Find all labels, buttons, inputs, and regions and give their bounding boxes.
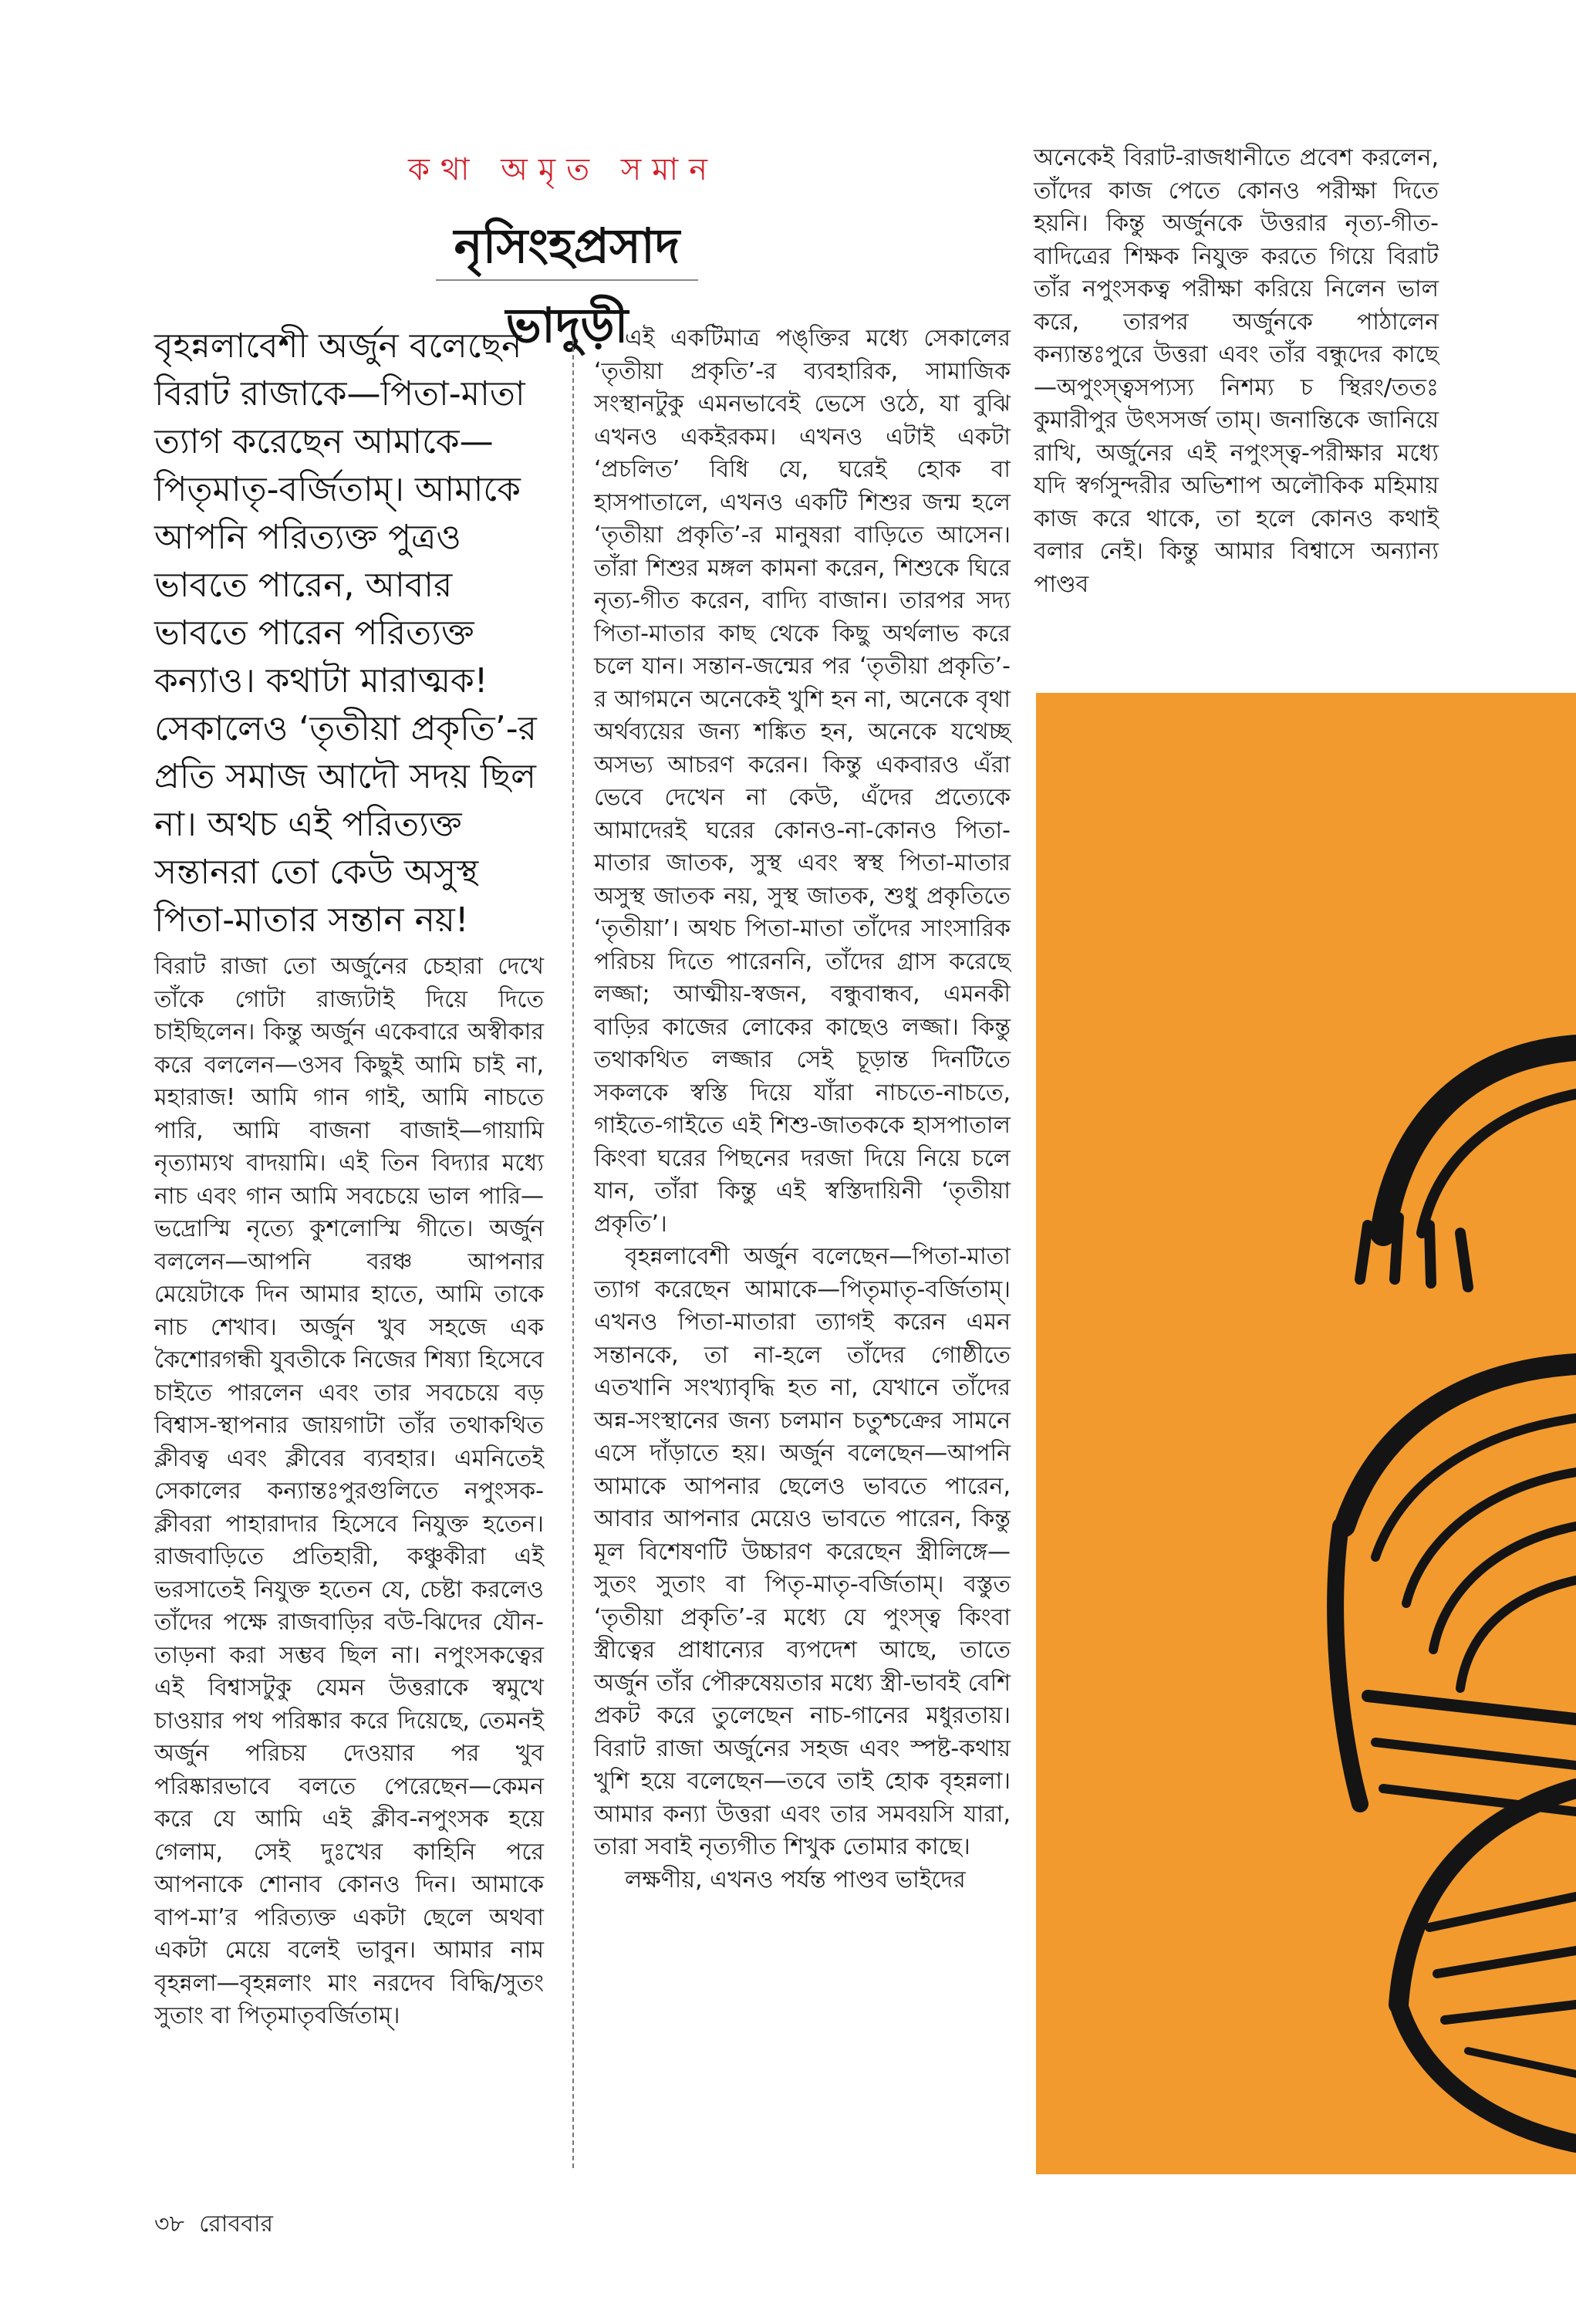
pull-quote: বৃহন্নলাবেশী অর্জুন বলেছেন বিরাট রাজাকে—পিতা-মাতা ত্যাগ করেছেন আমাকে—পিতৃমাতৃ-বর্জিতাম্। আমাকে আপনি পরিত্যক্ত পুত্রও ভাবতে পারেন, আবার ভাবতে পারেন পরিত্যক্ত কন্যাও। কথাটা মারাত্মক! সেকালেও ‘তৃতীয়া প্রকৃতি’-র প্রতি সমাজ আদৌ সদয় ছিল না। অথচ এই পরিত্যক্ত সন্তানরা তো কেউ অসুস্থ পিতা-মাতার সন্তান নয়! bbox=[154, 326, 537, 940]
paragraph: এই একটিমাত্র পঙ্‌ক্তির মধ্যে সেকালের ‘তৃতীয়া প্রকৃতি’-র ব্যবহারিক, সামাজিক সংস্থানটুকু এমনভাবেই ভেসে ওঠে, যা বুঝি এখনও একইরকম। এখনও এটাই একটা ‘প্রচলিত’ বিধি যে, ঘরেই হোক বা হাসপাতালে, এখনও একটি শিশুর জন্ম হলে ‘তৃতীয়া প্রকৃতি’-র মানুষরা বাড়িতে আসেন। তাঁরা শিশুর মঙ্গল কামনা করেন, শিশুকে ঘিরে নৃত্য-গীত করেন, বাদ্যি বাজান। তারপর সদ্য পিতা-মাতার কাছ থেকে কিছু অর্থলাভ করে চলে যান। সন্তান-জন্মের পর ‘তৃতীয়া প্রকৃতি’-র আগমনে অনেকেই খুশি হন না, অনেকে বৃথা অর্থব্যয়ের জন্য শঙ্কিত হন, অনেকে যথেচ্ছ অসভ্য আচরণ করেন। কিন্তু একবারও এঁরা ভেবে দেখেন না কেউ, এঁদের প্রত্যেকে আমাদেরই ঘরের কোনও-না-কোনও পিতা-মাতার জাতক, সুস্থ এবং স্বস্থ পিতা-মাতার অসুস্থ জাতক নয়, সুস্থ জাতক, শুধু প্রকৃতিতে ‘তৃতীয়া’। অথচ পিতা-মাতা তাঁদের সাংসারিক পরিচয় দিতে পারেননি, তাঁদের গ্রাস করেছে লজ্জা; আত্মীয়-স্বজন, বন্ধুবান্ধব, এমনকী বাড়ির কাজের লোকের কাছেও লজ্জা। কিন্তু তথাকথিত লজ্জার সেই চূড়ান্ত দিনটিতে সকলকে স্বস্তি দিয়ে যাঁরা নাচতে-নাচতে, গাইতে-গাইতে এই শিশু-জাতককে হাসপাতাল কিংবা ঘরের পিছনের দরজা দিয়ে নিয়ে চলে যান, তাঁরা কিন্তু এই স্বস্তিদায়িনী ‘তৃতীয়া প্রকৃতি’। bbox=[594, 325, 1011, 1238]
paragraph: বিরাট রাজা তো অর্জুনের চেহারা দেখে তাঁকে গোটা রাজ্যটাই দিয়ে দিতে চাইছিলেন। কিন্তু অর্জুন একেবারে অস্বীকার করে বললেন—ওসব কিছুই আমি চাই না, মহারাজ! আমি গান গাই, আমি নাচতে পারি, আমি বাজনা বাজাই—গায়ামি নৃত্যাম্যথ বাদয়ামি। এই তিন বিদ্যার মধ্যে নাচ এবং গান আমি সবচেয়ে ভাল পারি—ভদ্রোস্মি নৃত্যে কুশলোস্মি গীতে। অর্জুন বললেন—আপনি বরঞ্চ আপনার মেয়েটাকে দিন আমার হাতে, আমি তাকে নাচ শেখাব। অর্জুন খুব সহজে এক কৈশোরগন্ধী যুবতীকে নিজের শিষ্যা হিসেবে চাইতে পারলেন এবং তার সবচেয়ে বড় বিশ্বাস-স্থাপনার জায়গাটা তাঁর তথাকথিত ক্লীবত্ব এবং ক্লীবের ব্যবহার। এমনিতেই সেকালের কন্যান্তঃপুরগুলিতে নপুংসক-ক্লীবরা পাহারাদার হিসেবে নিযুক্ত হতেন। রাজবাড়িতে প্রতিহারী, কঞ্চুকীরা এই ভরসাতেই নিযুক্ত হতেন যে, চেষ্টা করলেও তাঁদের পক্ষে রাজবাড়ির বউ-ঝিদের যৌন-তাড়না করা সম্ভব ছিল না। নপুংসকত্বের এই বিশ্বাসটুকু যেমন উত্তরাকে স্বমুখে চাওয়ার পথ পরিষ্কার করে দিয়েছে, তেমনই অর্জুন পরিচয় দেওয়ার পর খুব পরিষ্কারভাবে বলতে পেরেছেন—কেমন করে যে আমি এই ক্লীব-নপুংসক হয়ে গেলাম, সেই দুঃখের কাহিনি পরে আপনাকে শোনাব কোনও দিন। আমাকে বাপ-মা’র পরিত্যক্ত একটা ছেলে অথবা একটা মেয়ে বলেই ভাবুন। আমার নাম বৃহন্নলা—বৃহন্নলাং মাং নরদেব বিদ্ধি/সুতং সুতাং বা পিতৃমাতৃবর্জিতাম্। bbox=[154, 953, 544, 2029]
column-3 bbox=[1034, 142, 1439, 601]
author-underline bbox=[436, 279, 698, 281]
paragraph: অনেকেই বিরাট-রাজধানীতে প্রবেশ করলেন, তাঁদের কাজ পেতে কোনও পরীক্ষা দিতে হয়নি। কিন্তু অর্জুনকে উত্তরার নৃত্য-গীত-বাদিত্রের শিক্ষক নিযুক্ত করতে গিয়ে বিরাট তাঁর নপুংসকত্ব পরীক্ষা করিয়ে নিলেন ভাল করে, তারপর অর্জুনকে পাঠালেন কন্যান্তঃপুরে উত্তরা এবং তাঁর বন্ধুদের কাছে—অপুংস্ত্বসপ্যস্য নিশম্য চ স্থিরং/ততঃ কুমারীপুর উৎসসর্জ তাম্। জনান্তিকে জানিয়ে রাখি, অর্জুনের এই নপুংস্ত্ব-পরীক্ষার মধ্যে যদি স্বর্গসুন্দরীর অভিশাপ অলৌকিক মহিমায় কাজ করে থাকে, তা হলে কোনও কথাই বলার নেই। কিন্তু আমার বিশ্বাসে অন্যান্য পাণ্ডব bbox=[1034, 144, 1439, 598]
author-name: নৃসিংহপ্রসাদ ভাদুড়ী bbox=[454, 218, 680, 353]
column-2 bbox=[594, 323, 1011, 1897]
page-number: ৩৮ bbox=[154, 2211, 184, 2238]
paragraph: বৃহন্নলাবেশী অর্জুন বলেছেন—পিতা-মাতা ত্যাগ করেছেন আমাকে—পিতৃমাতৃ-বর্জিতাম্। এখনও পিতা-মাতারা ত্যাগই করেন এমন সন্তানকে, তা না-হলে তাঁদের গোষ্ঠীতে এতখানি সংখ্যাবৃদ্ধি হত না, যেখানে তাঁদের অন্ন-সংস্থানের জন্য চলমান চতুশ্চক্রের সামনে এসে দাঁড়াতে হয়। অর্জুন বলেছেন—আপনি আমাকে আপনার ছেলেও ভাবতে পারেন, আবার আপনার মেয়েও ভাবতে পারেন, কিন্তু মূল বিশেষণটি উচ্চারণ করেছেন স্ত্রীলিঙ্গে—সুতং সুতাং বা পিতৃ-মাতৃ-বর্জিতাম্। বস্তুত ‘তৃতীয়া প্রকৃতি’-র মধ্যে যে পুংস্ত্ব কিংবা স্ত্রীত্বের প্রাধান্যের ব্যপদেশ আছে, তাতে অর্জুন তাঁর পৌরুষেয়তার মধ্যে স্ত্রী-ভাবই বেশি প্রকট করে তুলেছেন নাচ-গানের মধুরতায়। বিরাট রাজা অর্জুনের সহজ এবং স্পষ্ট-কথায় খুশি হয়ে বলেছেন—তবে তাই হোক বৃহন্নলা। আমার কন্যা উত্তরা এবং তার সমবয়সি যারা, তারা সবাই নৃত্যগীত শিখুক তোমার কাছে। bbox=[594, 1243, 1011, 1860]
illustration-background bbox=[1036, 693, 1576, 2174]
column-1 bbox=[154, 951, 544, 2033]
magazine-name: রোববার bbox=[199, 2211, 274, 2238]
page-footer bbox=[154, 2205, 273, 2245]
paragraph: লক্ষণীয়, এখনও পর্যন্ত পাণ্ডব ভাইদের bbox=[625, 1866, 966, 1893]
illustration-panel bbox=[1036, 693, 1576, 2174]
column-divider bbox=[572, 339, 574, 2168]
series-kicker: কথা অমৃত সমান bbox=[408, 152, 718, 187]
